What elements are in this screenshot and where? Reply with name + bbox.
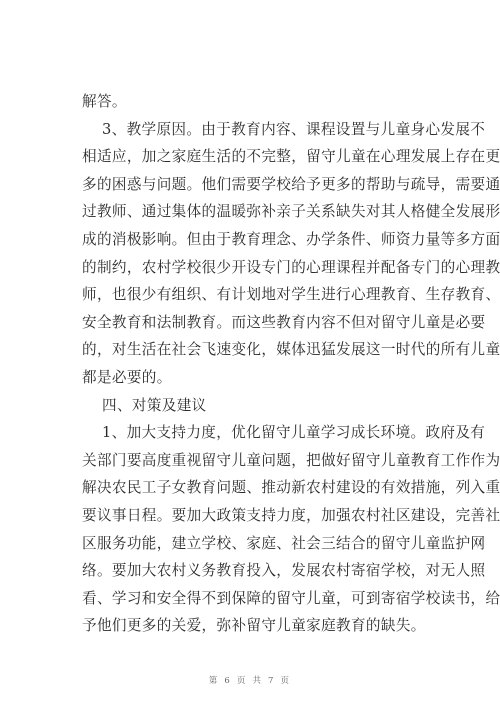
- text-line: 关部门要高度重视留守儿童问题，把做好留守儿童教育工作作为: [82, 451, 500, 469]
- text-line: 都是必要的。: [82, 368, 172, 386]
- text-line: 师，也很少有组织、有计划地对学生进行心理教育、生存教育、: [82, 286, 500, 304]
- text-line: 多的困惑与问题。他们需要学校给予更多的帮助与疏导，需要通: [82, 175, 500, 193]
- text-line: 解决农民工子女教育问题、推动新农村建设的有效措施，列入重: [82, 479, 500, 497]
- text-line: 解答。: [82, 93, 127, 110]
- page-number: 第 6 页 共 7 页: [208, 676, 292, 686]
- text-line: 区服务功能，建立学校、家庭、社会三结合的留守儿童监护网: [82, 534, 486, 552]
- text-line: 1、加大支持力度，优化留守儿童学习成长环境。政府及有: [102, 424, 486, 442]
- text-line: 络。要加大农村义务教育投入，发展农村寄宿学校，对无人照: [82, 562, 486, 580]
- text-line: 看、学习和安全得不到保障的留守儿童，可到寄宿学校读书，给: [82, 589, 500, 607]
- text-line: 成的消极影响。但由于教育理念、办学条件、师资力量等多方面: [82, 230, 500, 248]
- text-line: 相适应，加之家庭生活的不完整，留守儿童在心理发展上存在更: [82, 148, 500, 166]
- section-heading: 四、对策及建议: [102, 396, 207, 414]
- text-line: 过教师、通过集体的温暖弥补亲子关系缺失对其人格健全发展形: [82, 203, 500, 221]
- text-line: 要议事日程。要加大政策支持力度，加强农村社区建设，完善社: [82, 506, 500, 524]
- text-line: 3、教学原因。由于教育内容、课程设置与儿童身心发展不: [102, 120, 486, 138]
- text-line: 安全教育和法制教育。而这些教育内容不但对留守儿童是必要: [82, 313, 486, 331]
- text-line: 的制约，农村学校很少开设专门的心理课程并配备专门的心理教: [82, 258, 500, 276]
- body-text: [82, 88, 500, 640]
- text-line: 的，对生活在社会飞速变化，媒体迅猛发展这一时代的所有儿童: [82, 341, 500, 359]
- text-line: 予他们更多的关爱，弥补留守儿童家庭教育的缺失。: [82, 617, 426, 635]
